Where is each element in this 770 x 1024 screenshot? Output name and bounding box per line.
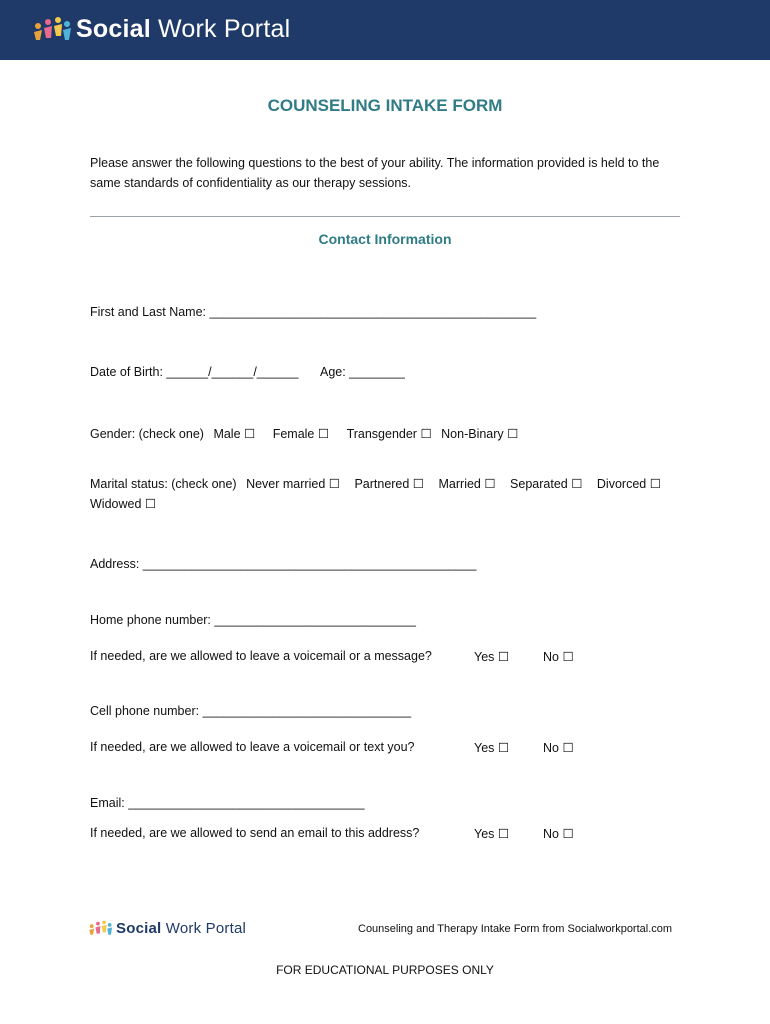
marital-option-married[interactable]: Married ☐: [438, 477, 496, 491]
footer-note: FOR EDUCATIONAL PURPOSES ONLY: [276, 963, 494, 977]
gender-option-nonbinary[interactable]: Non-Binary ☐: [441, 427, 519, 441]
footer-credit: Counseling and Therapy Intake Form from Socialworkportal.com: [358, 923, 673, 935]
header-bar: [0, 0, 770, 60]
section-title-contact: Contact Information: [318, 231, 452, 247]
cell-phone-field[interactable]: Cell phone number: ______________________________: [90, 704, 412, 718]
gender-option-male[interactable]: Male ☐: [213, 427, 256, 441]
form-title: COUNSELING INTAKE FORM: [267, 96, 503, 115]
marital-label: Marital status: (check one): [90, 477, 237, 491]
footer-logo[interactable]: [88, 918, 246, 938]
dob-row: [90, 365, 405, 379]
cell-phone-no-checkbox[interactable]: No ☐: [543, 741, 574, 755]
address-field[interactable]: Address: ________________________________________________: [90, 557, 477, 571]
header-logo[interactable]: [32, 14, 290, 44]
email-no-checkbox[interactable]: No ☐: [543, 827, 574, 841]
marital-option-divorced[interactable]: Divorced ☐: [596, 477, 661, 491]
cell-phone-question: If needed, are we allowed to leave a voicemail or text you?: [90, 740, 415, 754]
marital-row: [90, 476, 661, 491]
home-phone-yes-checkbox[interactable]: Yes ☐: [474, 650, 510, 664]
name-field[interactable]: First and Last Name: _______________________________________________: [90, 305, 537, 319]
people-logo-icon: [32, 14, 74, 44]
footer-brand-name: Social Work Portal: [116, 919, 247, 937]
marital-option-widowed[interactable]: Widowed ☐: [90, 497, 157, 511]
marital-option-partnered[interactable]: Partnered ☐: [354, 477, 425, 491]
email-yes-checkbox[interactable]: Yes ☐: [474, 827, 510, 841]
email-question: If needed, are we allowed to send an email to this address?: [90, 826, 420, 840]
gender-option-transgender[interactable]: Transgender ☐: [346, 427, 432, 441]
marital-option-never-married[interactable]: Never married ☐: [246, 477, 340, 491]
home-phone-no-checkbox[interactable]: No ☐: [543, 650, 574, 664]
divider: [90, 216, 680, 217]
email-field[interactable]: Email: __________________________________: [90, 796, 365, 810]
form-intro: Please answer the following questions to the best of your ability. The information provided is held to the same standards of confidentiality as our therapy sessions.: [90, 156, 660, 190]
people-logo-icon: [88, 918, 114, 938]
gender-option-female[interactable]: Female ☐: [272, 427, 330, 441]
age-field[interactable]: Age: ________: [320, 365, 405, 379]
gender-row: [90, 426, 518, 441]
gender-label: Gender: (check one): [90, 427, 204, 441]
brand-name: Social Work Portal: [76, 14, 291, 43]
home-phone-question: If needed, are we allowed to leave a voicemail or a message?: [90, 649, 432, 663]
dob-field[interactable]: Date of Birth: ______/______/______: [90, 365, 299, 379]
home-phone-field[interactable]: Home phone number: _____________________________: [90, 613, 416, 627]
marital-option-separated[interactable]: Separated ☐: [510, 477, 583, 491]
cell-phone-yes-checkbox[interactable]: Yes ☐: [474, 741, 510, 755]
